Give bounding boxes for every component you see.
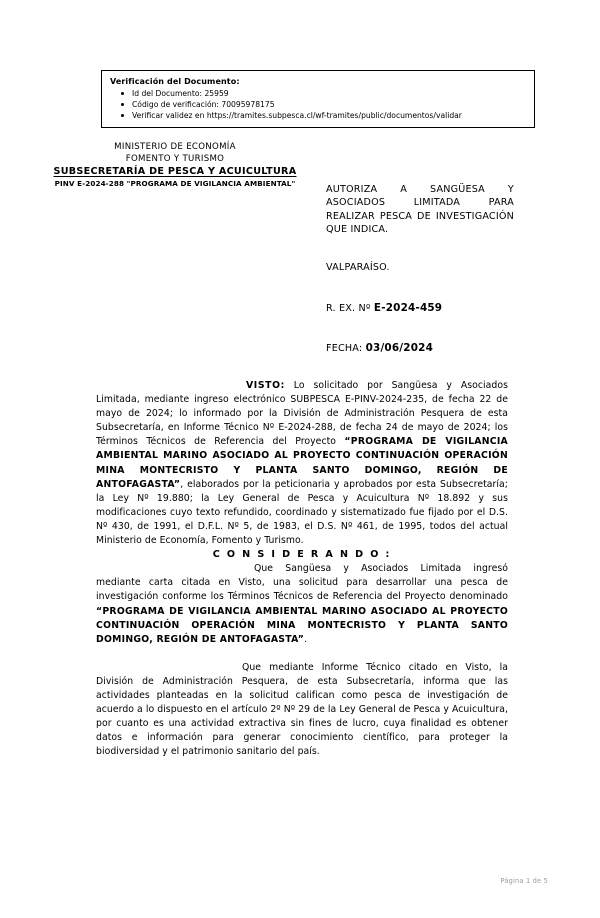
document-verification-box	[101, 70, 535, 128]
resolution-line	[326, 302, 442, 314]
verification-list	[110, 88, 528, 121]
letterhead-program-code: PINV E-2024-288 "PROGRAMA DE VIGILANCIA AMBIENTAL"	[54, 179, 296, 188]
date-value: 03/06/2024	[365, 342, 434, 354]
considerando1-text-part1: Que Sangüesa y Asociados Limitada ingresó mediante carta citada en Visto, una solicitud para desarrollar una pesca de investigación conforme los Términos Técnicos de Referencia del Proyecto denominado	[96, 563, 508, 603]
verification-item-id: Id del Documento: 25959	[132, 88, 528, 99]
letterhead-ministry: MINISTERIO DE ECONOMÍA	[114, 142, 236, 152]
visto-label: VISTO:	[246, 380, 285, 391]
visto-project-title: “PROGRAMA DE VIGILANCIA AMBIENTAL MARINO ASOCIADO AL PROYECTO CONTINUACIÓN OPERACIÓN MINA MONTECRISTO Y PLANTA SANTO DOMINGO, REGIÓN DE ANTOFAGASTA”	[96, 436, 508, 490]
resolution-number: E-2024-459	[373, 302, 443, 314]
verification-item-url: Verificar validez en https://tramites.subpesca.cl/wf-tramites/public/documentos/validar	[132, 110, 528, 121]
letterhead-department: FOMENTO Y TURISMO	[125, 153, 225, 164]
verification-title: Verificación del Documento:	[110, 77, 240, 86]
considerando1-text-part2: .	[304, 633, 308, 645]
paragraph-spacer	[96, 647, 508, 661]
letterhead-subsecretariat: SUBSECRETARÍA DE PESCA Y ACUICULTURA	[53, 166, 297, 177]
paragraph-considerando-1	[96, 562, 508, 647]
paragraph-visto	[96, 379, 508, 548]
document-place: VALPARAÍSO.	[326, 262, 390, 273]
letterhead	[30, 142, 320, 189]
paragraph-considerando-2: Que mediante Informe Técnico citado en Visto, la División de Administración Pesquera, de esta Subsecretaría, informa que las actividades planteadas en la solicitud califican como pesca de investigación de acuerdo a lo dispuesto en el artículo 2º Nº 29 de la Ley General de Pesca y Acuicultura, por cuanto es una actividad extractiva sin fines de lucro, cuya finalidad es obtener datos e información para generar conocimiento científico, para proteger la biodiversidad y el patrimonio sanitario del país.	[96, 661, 508, 758]
date-line	[326, 342, 433, 354]
verification-item-code: Código de verificación: 70095978175	[132, 99, 528, 110]
visto-text-part2: , elaborados por la peticionaria y aprobados por esta Subsecretaría; la Ley Nº 19.880; la Ley General de Pesca y Acuicultura Nº 18.892 y sus modificaciones cuyo texto refundido, coordinado y sistematizado fue fijado por el D.S. Nº 430, de 1991, el D.F.L. Nº 5, de 1983, el D.S. Nº 461, de 1995, todos del actual Ministerio de Economía, Fomento y Turismo.	[96, 478, 508, 547]
document-subject: AUTORIZA A SANGÜESA Y ASOCIADOS LIMITADA PARA REALIZAR PESCA DE INVESTIGACIÓN QUE INDICA.	[326, 184, 514, 236]
considerando-heading: C O N S I D E R A N D O :	[212, 549, 392, 561]
visto-text-part1: Lo solicitado por Sangüesa y Asociados Limitada, mediante ingreso electrónico SUBPESCA E-PINV-2024-235, de fecha 22 de mayo de 2024; lo informado por la División de Administración Pesquera de esta Subsecretaría, en Informe Técnico Nº E-2024-288, de fecha 24 de mayo de 2024; los Términos Técnicos de Referencia del Proyecto	[96, 380, 508, 448]
date-label: FECHA:	[326, 343, 363, 354]
considerando1-project-title: “PROGRAMA DE VIGILANCIA AMBIENTAL MARINO ASOCIADO AL PROYECTO CONTINUACIÓN OPERACIÓN MINA MONTECRISTO Y PLANTA SANTO DOMINGO, REGIÓN DE ANTOFAGASTA”	[96, 605, 508, 645]
page-footer: Página 1 de 5	[500, 877, 548, 885]
document-body	[96, 379, 508, 759]
resolution-label: R. EX. Nº	[326, 303, 371, 314]
